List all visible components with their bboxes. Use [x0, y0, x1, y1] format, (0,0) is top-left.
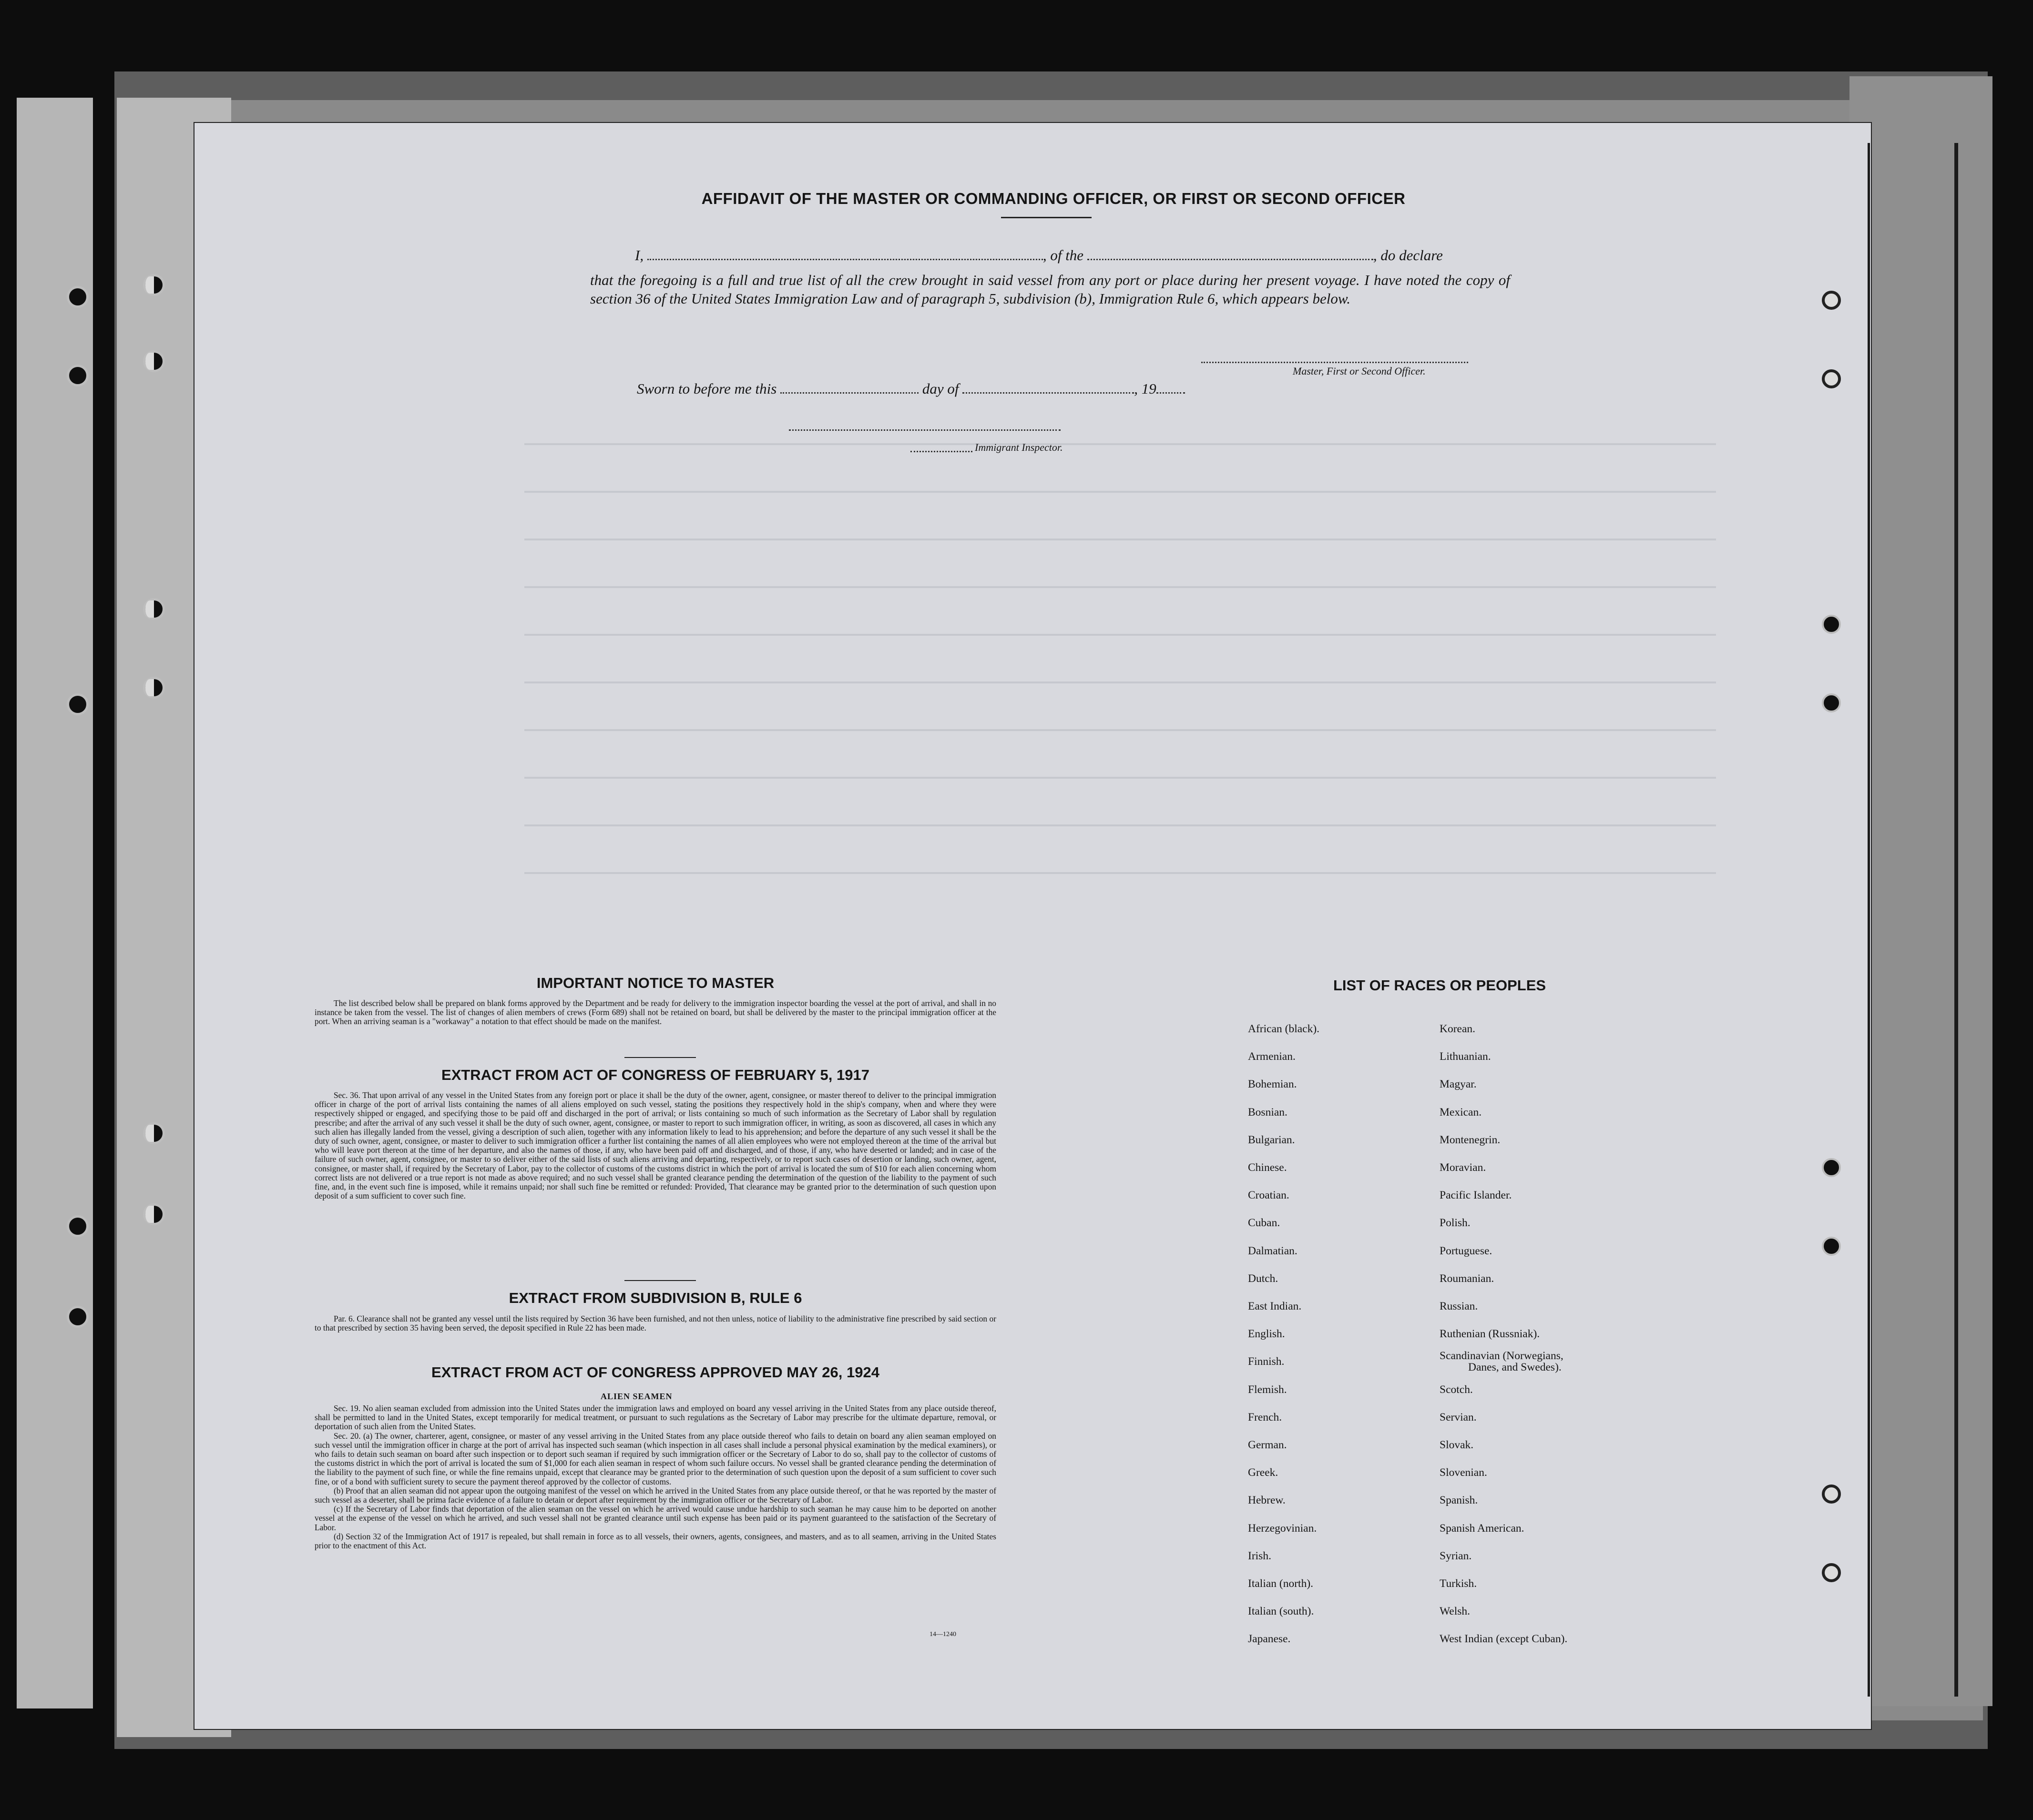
- race-item: Spanish.: [1440, 1494, 1478, 1507]
- race-item: Mexican.: [1440, 1106, 1482, 1118]
- race-item: Moravian.: [1440, 1161, 1486, 1174]
- sec20a-paragraph: Sec. 20. (a) The owner, charterer, agent, consignee, or master of any vessel arriving in the United States from any place outside thereof who fails to detain on board any alien seaman employed on such vessel until the immigration officer in charge at the port of arrival has inspected such seaman (which inspection in all cases shall include a personal physical examination by the medical examiners), or who fails to detain such seaman on board after such inspection or to deport such seaman if required by such immigration officer or the Secretary of Labor to do so, shall pay to the collector of customs of the customs district in which the port of arrival is located the sum of $1,000 for each alien seaman in respect of whom such failure occurs. No vessel shall be granted clearance pending the determination of the liability to the payment of such fine, or while the fine remains unpaid, except that clearance may be granted prior to the determination of such question upon the deposit of a sum sufficient to cover such fine, or of a bond with sufficient surety to secure the payment thereof approved by the collector of customs.: [315, 1431, 996, 1486]
- race-item: Welsh.: [1440, 1605, 1471, 1618]
- form-number: 14—1240: [930, 1631, 956, 1638]
- race-item: Bohemian.: [1248, 1078, 1297, 1091]
- race-item: Polish.: [1440, 1217, 1471, 1230]
- race-item: West Indian (except Cuban).: [1440, 1633, 1568, 1646]
- punch-hole-icon: [1822, 291, 1841, 310]
- binder-hole-icon: [67, 286, 89, 308]
- race-item: Cuban.: [1248, 1217, 1280, 1230]
- race-item: Slovak.: [1440, 1439, 1474, 1451]
- race-item: Russian.: [1440, 1300, 1478, 1312]
- sworn-line: [637, 380, 1185, 397]
- year-blank: [1156, 392, 1185, 394]
- race-item: Dutch.: [1248, 1272, 1278, 1285]
- section-divider: [624, 1280, 696, 1281]
- race-item: Finnish.: [1248, 1355, 1285, 1368]
- binder-hole-icon: [143, 598, 165, 620]
- races-title: LIST OF RACES OR PEOPLES: [1333, 977, 1546, 994]
- race-item: Turkish.: [1440, 1577, 1477, 1590]
- race-item: Montenegrin.: [1440, 1133, 1501, 1146]
- race-item: Bosnian.: [1248, 1106, 1287, 1118]
- extract-1917-title: EXTRACT FROM ACT OF CONGRESS OF FEBRUARY 5, 1917: [441, 1067, 869, 1083]
- race-item: Italian (south).: [1248, 1605, 1314, 1618]
- inspector-line-2: [910, 450, 972, 452]
- race-item: English.: [1248, 1328, 1285, 1341]
- extract-1924-text: [315, 1404, 996, 1550]
- binder-hole-icon: [143, 274, 165, 296]
- race-item: Scandinavian (Norwegians,: [1440, 1350, 1563, 1362]
- declaration-mid: , of the: [1042, 247, 1084, 264]
- declaration-suffix: , do declare: [1373, 247, 1443, 264]
- vessel-blank: [1087, 258, 1373, 260]
- notice-paragraph: The list described below shall be prepared on blank forms approved by the Department and be ready for delivery to the immigration inspector boarding the vessel at the port of arrival, and shall in no instance be taken from the vessel. The list of changes of alien members of crews (Form 689) shall not be retained on board, but shall be delivered by the master to the principal immigration officer at the port. When an arriving seaman is a "workaway" a notation to that effect should be made on the manifest.: [315, 998, 996, 1027]
- race-item: Pacific Islander.: [1440, 1189, 1512, 1202]
- binder-hole-icon: [67, 365, 89, 386]
- race-item: Japanese.: [1248, 1633, 1291, 1646]
- notice-title: IMPORTANT NOTICE TO MASTER: [536, 975, 775, 991]
- race-item: Irish.: [1248, 1549, 1271, 1562]
- punch-hole-icon: [1822, 693, 1841, 712]
- binder-strip: [17, 98, 93, 1708]
- race-item: Chinese.: [1248, 1161, 1287, 1174]
- race-item: Danes, and Swedes).: [1468, 1361, 1562, 1374]
- bleed-through-area: [524, 429, 1788, 953]
- right-underlying-page: [1849, 76, 1992, 1706]
- race-item: French.: [1248, 1411, 1282, 1423]
- extract-1924-title: EXTRACT FROM ACT OF CONGRESS APPROVED MAY 26, 1924: [431, 1364, 879, 1381]
- race-item: Dalmatian.: [1248, 1244, 1297, 1257]
- section-divider: [624, 1057, 696, 1058]
- signature-line: [1201, 361, 1468, 363]
- affidavit-body: that the foregoing is a full and true list of all the crew brought in said vessel from any port or place during her present voyage. I have noted the copy of section 36 of the United States Immigration Law and of paragraph 5, subdivision (b), Immigration Rule 6, which appears below.: [590, 272, 1510, 307]
- page-right-edge: [1868, 143, 1870, 1697]
- notice-text: [315, 999, 996, 1027]
- binder-hole-icon: [143, 677, 165, 699]
- binder-hole-icon: [67, 1306, 89, 1328]
- race-item: Magyar.: [1440, 1078, 1477, 1091]
- race-item: Korean.: [1440, 1023, 1476, 1035]
- rule6-text: [315, 1314, 996, 1332]
- declaration-line: [635, 247, 1443, 264]
- sec19-paragraph: Sec. 19. No alien seaman excluded from admission into the United States under the immigration laws and employed on board any vessel arriving in the United States from any place outside thereof, shall be permitted to land in the United States, except temporarily for medical treatment, or pursuant to such regulations as the Secretary of Labor may prescribe for the ultimate departure, removal, or deportation of such alien from the United States.: [315, 1403, 996, 1432]
- race-item: East Indian.: [1248, 1300, 1302, 1312]
- race-item: Servian.: [1440, 1411, 1477, 1423]
- punch-hole-icon: [1822, 1158, 1841, 1177]
- binder-hole-icon: [143, 1122, 165, 1144]
- race-item: Flemish.: [1248, 1383, 1287, 1396]
- title-rule: [1001, 217, 1092, 218]
- signature-caption: Master, First or Second Officer.: [1293, 365, 1426, 377]
- sec20d-paragraph: (d) Section 32 of the Immigration Act of 1917 is repealed, but shall remain in force as to all vessels, their owners, agents, consignees, and masters, and as to all seamen, arriving in the United States prior to the enactment of this Act.: [315, 1531, 996, 1551]
- race-item: African (black).: [1248, 1023, 1320, 1035]
- extract-1917-paragraph: Sec. 36. That upon arrival of any vessel in the United States from any foreign port or place it shall be the duty of the owner, agent, consignee, or master thereof to deliver to the principal immigration officer in charge of the port of arrival lists containing the names of all aliens employed on such vessel, stating the positions they respectively hold in the ship's company, when and where they were respectively shipped or engaged, and specifying those to be paid off and discharged in the port of arrival; or lists containing so much of such information as the Secretary of Labor shall by regulation prescribe; and after the arrival of any such vessel it shall be the duty of such owner, agent, consignee, or master to report to such immigration officer, in writing, as soon as discovered, all cases in which any such alien has illegally landed from the vessel, giving a description of such alien, together with any information likely to lead to his apprehension; and before the departure of any such vessel it shall be the duty of such owner, agent, consignee, or master to deliver to such immigration officer a further list containing the names of all alien employees who were not employed thereon at the time of the arrival but who will leave port thereon at the time of her departure, and also the names of those, if any, who have been paid off and discharged, and of those, if any, who have deserted or landed; and in case of the failure of such owner, agent, consignee, or master to so deliver either of the said lists of such aliens arriving and departing, respectively, or to report such cases of desertion or landing, such owner, agent, consignee, or master shall, if required by the Secretary of Labor, pay to the collector of customs of the customs district in which the port of arrival is located the sum of $10 for each alien concerning whom correct lists are not delivered or a true report is not made as above required; and no such vessel shall be granted clearance pending the determination of the question of the liability to the payment of such fine, and, in the event such fine is imposed, while it remains unpaid; nor shall such fine be remitted or refunded: Provided, That clearance may be granted prior to the determination of such question upon deposit of a sum sufficient to cover such fine.: [315, 1090, 996, 1201]
- declaration-prefix: I,: [635, 247, 644, 264]
- month-blank: [962, 392, 1134, 394]
- name-blank: [647, 258, 1043, 260]
- sworn-mid: day of: [922, 380, 959, 397]
- race-item: Spanish American.: [1440, 1522, 1524, 1535]
- race-item: Armenian.: [1248, 1050, 1296, 1063]
- affidavit-title: AFFIDAVIT OF THE MASTER OR COMMANDING OFFICER, OR FIRST OR SECOND OFFICER: [701, 190, 1406, 207]
- race-item: Croatian.: [1248, 1189, 1289, 1202]
- race-item: Syrian.: [1440, 1549, 1472, 1562]
- sec20c-paragraph: (c) If the Secretary of Labor finds that deportation of the alien seaman on the vessel on which he arrived would cause undue hardship to such seaman he may cause him to be deported on another vessel at the expense of the vessel on which he arrived, and such vessel shall not be granted clearance until such expense has been paid or its payment guaranteed to the satisfaction of the Secretary of Labor.: [315, 1504, 996, 1532]
- sworn-suffix: , 19: [1134, 380, 1156, 397]
- race-item: Lithuanian.: [1440, 1050, 1491, 1063]
- sworn-prefix: Sworn to before me this: [637, 380, 777, 397]
- punch-hole-icon: [1822, 369, 1841, 388]
- race-item: Italian (north).: [1248, 1577, 1314, 1590]
- race-item: Hebrew.: [1248, 1494, 1286, 1507]
- rule6-title: EXTRACT FROM SUBDIVISION B, RULE 6: [509, 1290, 802, 1306]
- sec20b-paragraph: (b) Proof that an alien seaman did not appear upon the outgoing manifest of the vessel on which he arrived in the United States from any place outside thereof, or that he was reported by the master of such vessel as a deserter, shall be prima facie evidence of a failure to detain or deport after requirement by the immigration officer or the Secretary of Labor.: [315, 1485, 996, 1505]
- punch-hole-icon: [1822, 1484, 1841, 1504]
- race-item: Bulgarian.: [1248, 1133, 1295, 1146]
- race-item: Slovenian.: [1440, 1466, 1487, 1479]
- board-right-edge: [1954, 143, 1958, 1697]
- binder-hole-icon: [143, 350, 165, 372]
- race-item: Ruthenian (Russniak).: [1440, 1328, 1540, 1341]
- inspector-caption: Immigrant Inspector.: [975, 441, 1063, 453]
- rule6-paragraph: Par. 6. Clearance shall not be granted any vessel until the lists required by Section 36 have been furnished, and not then unless, notice of liability to the administrative fine prescribed by said section or to that prescribed by section 35 having been served, the deposit specified in Rule 22 has been made.: [315, 1314, 996, 1333]
- race-item: Roumanian.: [1440, 1272, 1494, 1285]
- punch-hole-icon: [1822, 1563, 1841, 1582]
- binder-hole-icon: [67, 693, 89, 715]
- day-blank: [780, 392, 919, 394]
- race-item: Herzegovinian.: [1248, 1522, 1317, 1535]
- punch-hole-icon: [1822, 1237, 1841, 1256]
- binder-hole-icon: [143, 1203, 165, 1225]
- race-item: Portuguese.: [1440, 1244, 1492, 1257]
- binder-hole-icon: [67, 1215, 89, 1237]
- race-item: Greek.: [1248, 1466, 1278, 1479]
- inspector-line: [789, 429, 1061, 431]
- punch-hole-icon: [1822, 615, 1841, 634]
- race-item: German.: [1248, 1439, 1287, 1451]
- race-item: Scotch.: [1440, 1383, 1473, 1396]
- alien-seamen-subtitle: ALIEN SEAMEN: [601, 1392, 673, 1401]
- extract-1917-text: [315, 1091, 996, 1200]
